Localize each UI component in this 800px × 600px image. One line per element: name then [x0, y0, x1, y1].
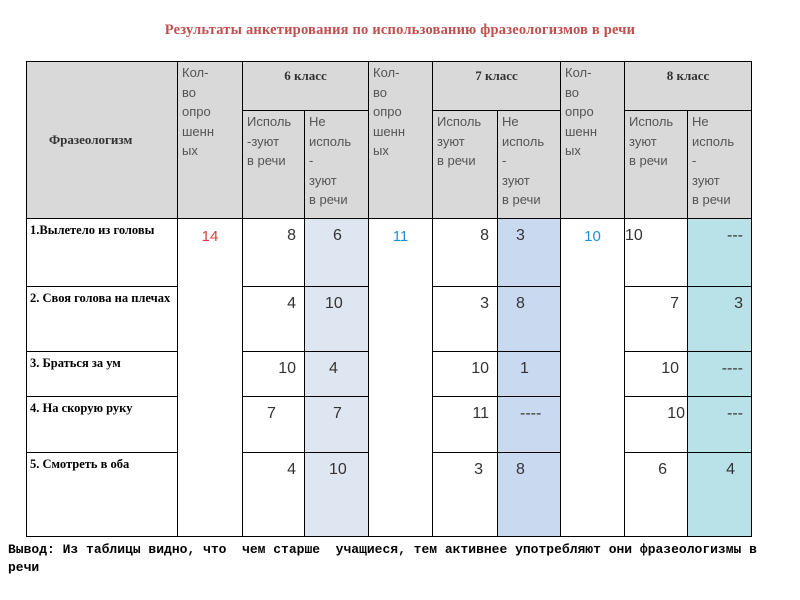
count-8-cell: 10: [561, 219, 625, 537]
use-6-cell: 4: [243, 287, 305, 352]
nouse-8-cell: ---: [688, 397, 752, 453]
nouse-7-cell: ----: [498, 397, 561, 453]
nouse-8-cell: 4: [688, 453, 752, 537]
header-use-7: Исполь зуют в речи: [433, 111, 498, 219]
phrase-cell: 4. На скорую руку: [27, 397, 178, 453]
use-6-cell: 8: [243, 219, 305, 287]
page-title: Результаты анкетирования по использованию фразеологизмов в речи: [164, 22, 636, 38]
header-phrase: Фразеологизм: [27, 62, 178, 219]
survey-table: [26, 61, 752, 537]
count-6-cell: 14: [178, 219, 243, 537]
phrase-cell: 5. Смотреть в оба: [27, 453, 178, 537]
use-6-cell: 4: [243, 453, 305, 537]
header-nouse-7: Не исполь - зуют в речи: [498, 111, 561, 219]
nouse-8-cell: ---: [688, 219, 752, 287]
header-use-6: Исполь -зуют в речи: [243, 111, 305, 219]
use-7-cell: 11: [433, 397, 498, 453]
count-7-cell: 11: [369, 219, 433, 537]
nouse-7-cell: 1: [498, 352, 561, 397]
nouse-6-cell: 4: [305, 352, 369, 397]
nouse-8-cell: 3: [688, 287, 752, 352]
use-6-cell: 7: [243, 397, 305, 453]
header-nouse-6: Не исполь - зуют в речи: [305, 111, 369, 219]
use-7-cell: 3: [433, 287, 498, 352]
header-count-8: Кол- во опро шенн ых: [561, 62, 625, 219]
phrase-cell: 1.Вылетело из головы: [27, 219, 178, 287]
nouse-6-cell: 10: [305, 453, 369, 537]
use-7-cell: 3: [433, 453, 498, 537]
use-7-cell: 10: [433, 352, 498, 397]
header-count-6: Кол- во опро шенн ых: [178, 62, 243, 219]
use-8-cell: 10: [625, 219, 688, 287]
header-use-8: Исполь зуют в речи: [625, 111, 688, 219]
conclusion-text: Вывод: Из таблицы видно, что чем старше учащиеся, тем активнее употребляют они фразеологизмы в речи: [8, 542, 765, 575]
header-count-7: Кол- во опро шенн ых: [369, 62, 433, 219]
use-6-cell: 10: [243, 352, 305, 397]
use-7-cell: 8: [433, 219, 498, 287]
nouse-6-cell: 6: [305, 219, 369, 287]
nouse-7-cell: 3: [498, 219, 561, 287]
use-8-cell: 6: [625, 453, 688, 537]
nouse-6-cell: 7: [305, 397, 369, 453]
phrase-cell: 3. Браться за ум: [27, 352, 178, 397]
header-class-7: 7 класс: [433, 62, 561, 111]
table-row: [27, 219, 752, 287]
header-class-6: 6 класс: [243, 62, 369, 111]
use-8-cell: 10: [625, 352, 688, 397]
use-8-cell: 7: [625, 287, 688, 352]
nouse-7-cell: 8: [498, 287, 561, 352]
nouse-7-cell: 8: [498, 453, 561, 537]
header-nouse-8: Не исполь - зуют в речи: [688, 111, 752, 219]
phrase-cell: 2. Своя голова на плечах: [27, 287, 178, 352]
use-8-cell: 10: [625, 397, 688, 453]
header-class-8: 8 класс: [625, 62, 752, 111]
nouse-8-cell: ----: [688, 352, 752, 397]
nouse-6-cell: 10: [305, 287, 369, 352]
